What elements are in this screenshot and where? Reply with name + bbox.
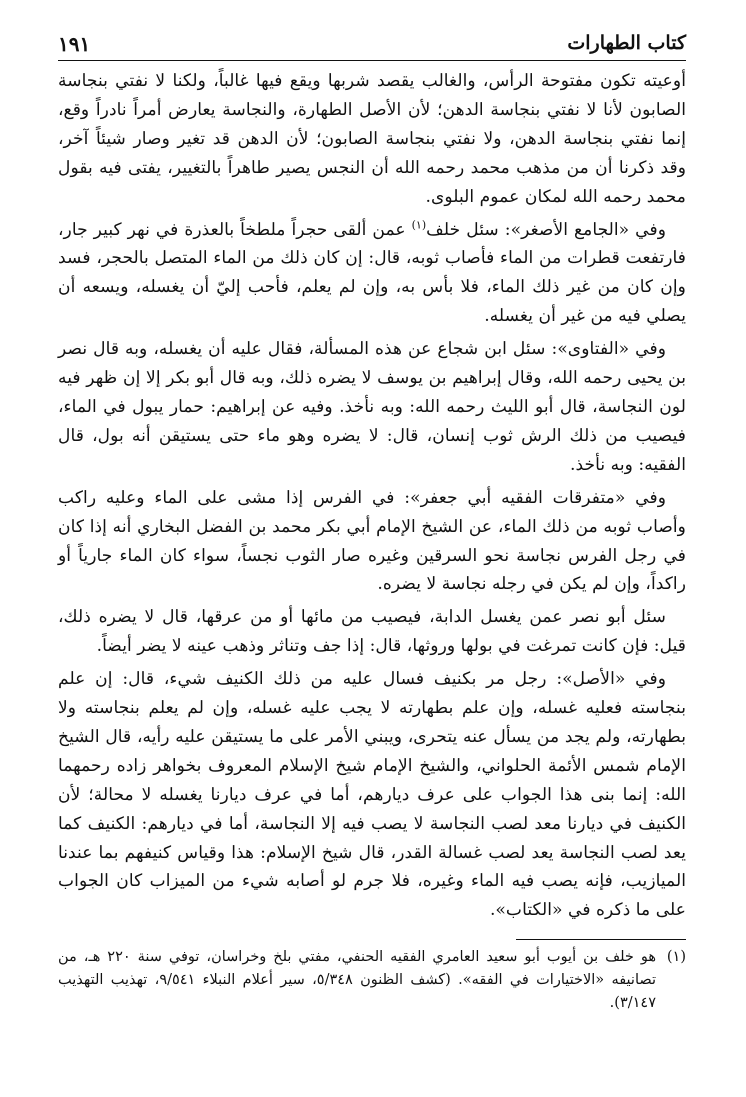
paragraph: وفي «الأصل»: رجل مر بكنيف فسال عليه من ذلك الكنيف شيء، قال: إن علم بنجاسته فعليه غسله، وإن علم بطهارته لا يجب عليه غسله، وإن لم يعلم بنجاسته ولا بطهارته، ولم يجد من يسأل عنه يتحرى، ويبني الأمر على ما يستيقن عليه رأيه، قال الشيخ الإمام شمس الأئمة الحلواني، والشيخ الإمام شيخ الإسلام المعروف بخواهر زاده رحمهما الله: إنما بنى هذا الجواب على عرف ديارهم، أما في عرف ديارنا يغسله لا محالة؛ لأن الكنيف في ديارنا معد لصب النجاسة لا يصب فيه إلا النجاسة، أما في ديارهم: الكنيف كما يعد لصب النجاسة يعد لصب غسالة القدر، قال شيخ الإسلام: هذا وقياس كنيفهم بما عندنا الميازيب، فإنه يصب فيه الماء وغيره، فلا جرم لو أصابه شيء من الميزاب كان الجواب على ما ذكره في «الكتاب». — [58, 669, 686, 921]
running-title: كتاب الطهارات — [567, 32, 686, 54]
footnote-number: (١) — [666, 949, 686, 966]
page-number: ١٩١ — [58, 32, 91, 56]
paragraph: وفي «متفرقات الفقيه أبي جعفر»: في الفرس إذا مشى على الماء وعليه راكب وأصاب ثوبه من ذلك الماء، عن الشيخ الإمام أبي بكر محمد بن الفضل البخاري أنه إذا كان في رجل الفرس نجاسة نحو السرقين وغيره صار الثوب نجساً، سواء كان الماء جارياً أو راكداً، وإن لم يكن في رجله نجاسة لا يضره. — [58, 487, 686, 595]
footnote — [58, 946, 686, 1015]
paragraph — [58, 216, 686, 332]
paragraph: وفي «الفتاوى»: سئل ابن شجاع عن هذه المسألة، فقال عليه أن يغسله، وبه قال نصر بن يحيى رحمه الله، وقال إبراهيم بن يوسف لا يضره ذلك، وبه قال أبو بكر إلا إن ظهر فيه لون النجاسة، قال أبو الليث رحمه الله: وبه نأخذ. وفيه عن إبراهيم: حمار يبول في الماء، فيصيب من ذلك الرش ثوب إنسان، قال: لا يضره وهو ماء حتى يستيقن أنه بول، قال الفقيه: وبه نأخذ. — [58, 339, 686, 475]
paragraph-text: وفي «الجامع الأصغر»: سئل خلف — [426, 219, 667, 240]
header-rule — [58, 60, 686, 61]
footnote-text: هو خلف بن أيوب أبو سعيد العامري الفقيه الحنفي، مفتي بلخ وخراسان، توفي سنة ٢٢٠ هـ، من تصانيفه «الاختيارات في الفقه». (كشف الظنون ٥/٣٤٨، سير أعلام النبلاء ٩/٥٤١، تهذيب التهذيب ٣/١٤٧). — [58, 949, 656, 1012]
paragraph: سئل أبو نصر عمن يغسل الدابة، فيصيب من مائها أو من عرقها، قال لا يضره ذلك، قيل: فإن كانت تمرغت في بولها وروثها، قال: إذا جف وتناثر وذهب عينه لا يضر أيضاً. — [58, 607, 686, 657]
body-text — [58, 67, 686, 925]
footnote-separator — [516, 939, 686, 940]
footnote-reference[interactable]: (١) — [411, 217, 427, 231]
paragraph-text: عمن ألقى حجراً ملطخاً بالعذرة في نهر كبير جار، فارتفعت قطرات من الماء فأصاب ثوبه، قال: إن كان ذلك من الماء المتصل بالحجر، فسد وإن كان من غير ذلك الماء، فلا بأس به، وإن لم يعلم، فأحب إليّ أن يغسله، ويسعه أن يصلي فيه من غير أن يغسله. — [58, 219, 686, 327]
document-page — [58, 26, 686, 1076]
page-header — [58, 26, 686, 60]
paragraph: أوعيته تكون مفتوحة الرأس، والغالب يقصد شربها ويقع فيها غالباً، ولكنا لا نفتي بنجاسة الصابون لأنا لا نفتي بنجاسة الدهن؛ لأن الأصل الطهارة، والنجاسة يعارض أمراً نادراً وقع، إنما نفتي بنجاسة الدهن، ولا نفتي بنجاسة الصابون؛ لأن الدهن قد تغير وصار شيئاً آخر، وقد ذكرنا أن من مذهب محمد رحمه الله أن النجس يصير طاهراً بالتغيير، يفتى فيه بقول محمد رحمه الله لمكان عموم البلوى. — [58, 71, 686, 207]
